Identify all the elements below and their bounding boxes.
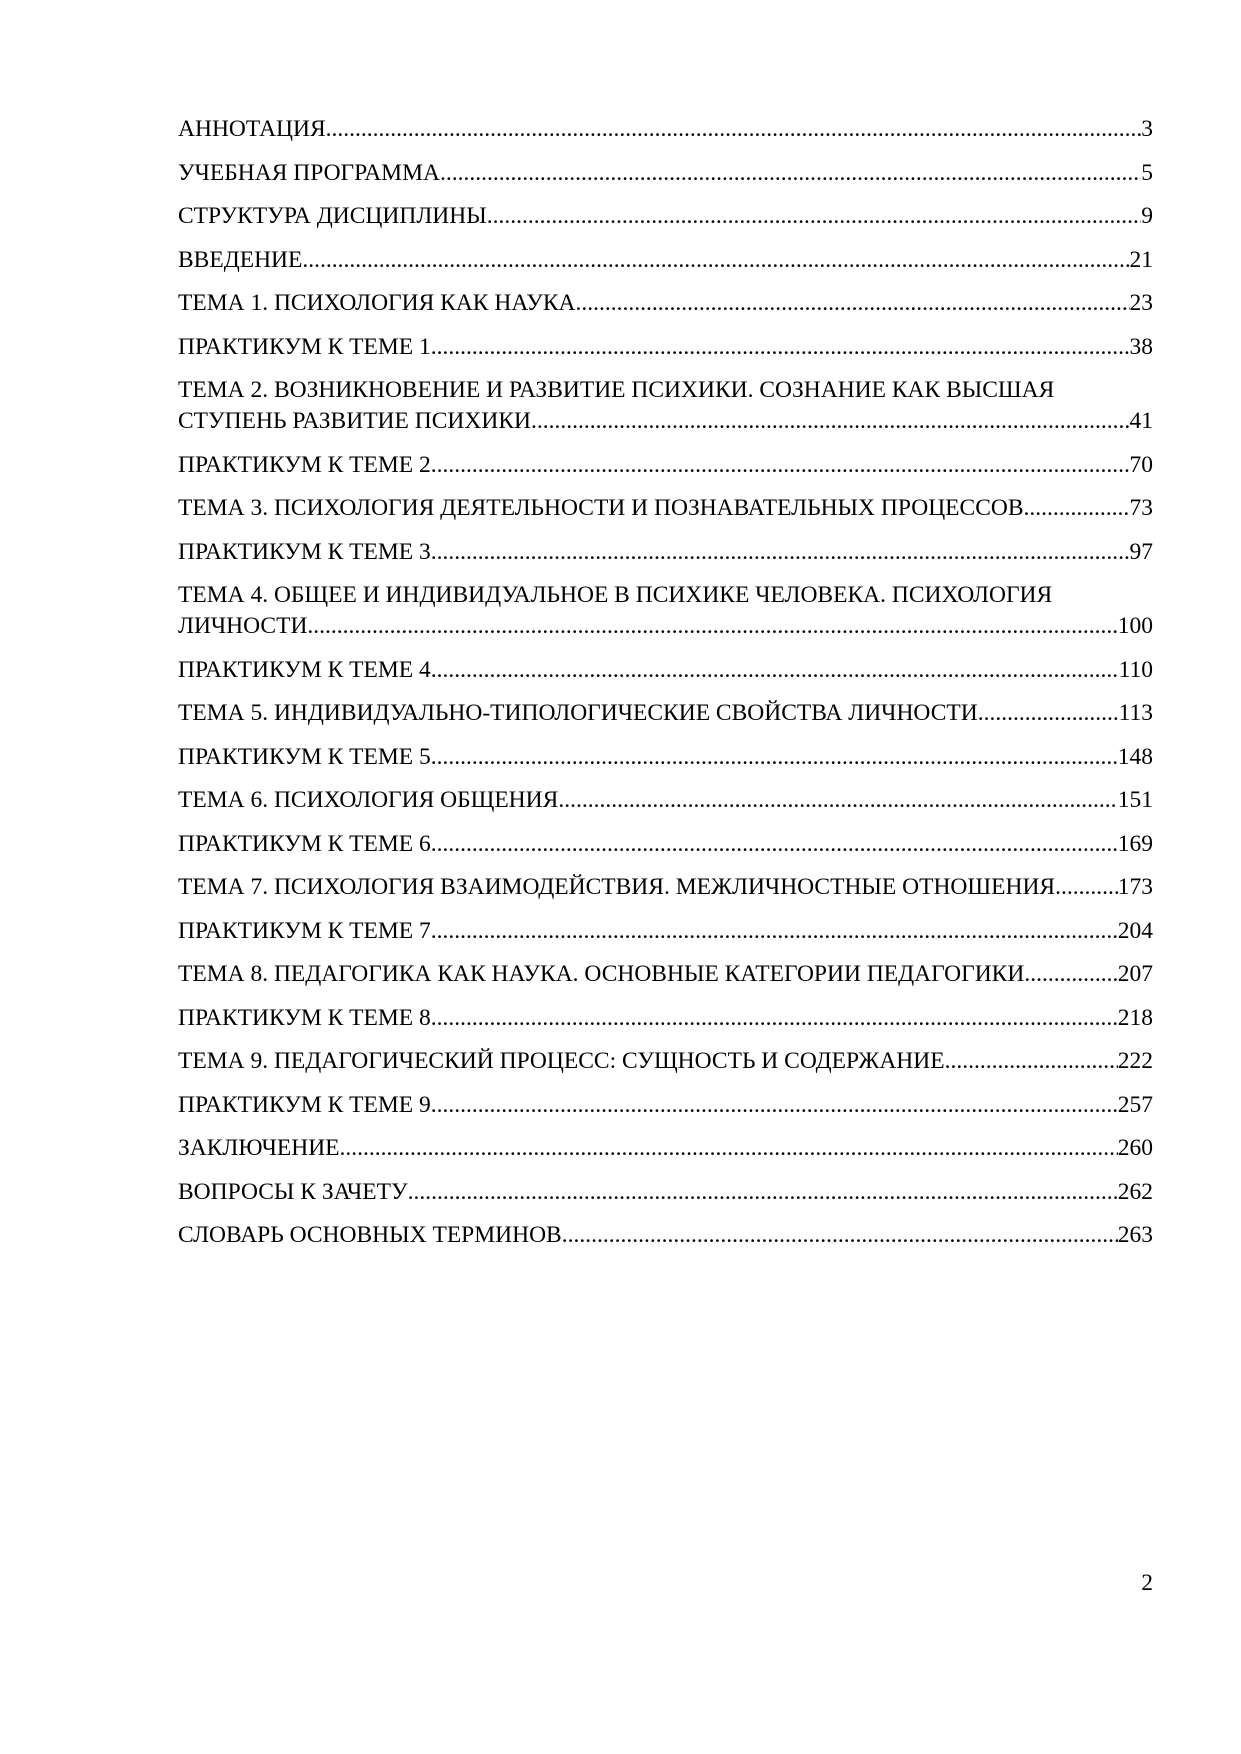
toc-entry[interactable] [178,332,1153,363]
toc-dot-leader [1024,493,1130,524]
toc-entry-title: ПРАКТИКУМ К ТЕМЕ 3 [178,538,431,565]
table-of-contents [178,114,1153,1264]
toc-dot-leader [487,201,1142,232]
toc-entry[interactable] [178,1090,1153,1121]
toc-entry-title: ТЕМА 5. ИНДИВИДУАЛЬНО-ТИПОЛОГИЧЕСКИЕ СВОЙСТВА ЛИЧНОСТИ [178,700,978,726]
toc-dot-leader [978,698,1119,729]
toc-dot-leader [326,114,1142,145]
toc-entry[interactable] [178,201,1153,232]
toc-entry-page-number: 204 [1117,917,1153,944]
toc-entry[interactable] [178,114,1153,145]
toc-entry[interactable] [178,1220,1153,1251]
toc-entry-page-number: 173 [1117,874,1153,900]
toc-entry-title: ПРАКТИКУМ К ТЕМЕ 4 [178,656,431,683]
toc-entry-page-number: 21 [1129,246,1153,273]
toc-entry-title-line1: ТЕМА 2. ВОЗНИКНОВЕНИЕ И РАЗВИТИЕ ПСИХИКИ. СОЗНАНИЕ КАК ВЫСШАЯ [178,377,1055,403]
toc-entry[interactable] [178,872,1153,903]
toc-dot-leader [440,158,1141,189]
toc-entry-page-number: 262 [1117,1178,1153,1205]
toc-dot-leader [431,1003,1118,1034]
toc-dot-leader [340,1133,1118,1164]
toc-entry-title: ПРАКТИКУМ К ТЕМЕ 7 [178,917,431,944]
toc-entry[interactable] [178,916,1153,947]
toc-entry[interactable] [178,493,1153,524]
toc-dot-leader [531,406,1130,437]
toc-dot-leader [576,288,1130,319]
toc-entry-page-number: 222 [1117,1048,1153,1074]
toc-dot-leader [1024,959,1117,990]
toc-entry-page-number: 23 [1129,290,1153,316]
toc-entry[interactable] [178,158,1153,189]
toc-entry-title: ВОПРОСЫ К ЗАЧЕТУ [178,1178,408,1205]
toc-entry-page-number: 9 [1141,203,1153,229]
toc-entry-title-line2: ЛИЧНОСТИ [178,613,308,639]
toc-dot-leader [945,1046,1118,1077]
toc-entry-page-number: 148 [1117,743,1153,770]
toc-entry-title: ПРАКТИКУМ К ТЕМЕ 1 [178,333,431,360]
toc-dot-leader [431,916,1118,947]
toc-entry-page-number: 169 [1117,830,1153,857]
toc-entry-page-number: 110 [1118,656,1153,683]
toc-entry-page-number: 38 [1129,333,1153,360]
toc-dot-leader [431,829,1118,860]
page-number: 2 [1141,1570,1153,1596]
toc-entry-title: СТРУКТУРА ДИСЦИПЛИНЫ [178,203,487,229]
toc-entry-title: ПРАКТИКУМ К ТЕМЕ 2 [178,451,431,478]
toc-entry-title: ПРАКТИКУМ К ТЕМЕ 9 [178,1091,431,1118]
toc-entry-title: ПРАКТИКУМ К ТЕМЕ 6 [178,830,431,857]
toc-entry-title: ТЕМА 9. ПЕДАГОГИЧЕСКИЙ ПРОЦЕСС: СУЩНОСТЬ И СОДЕРЖАНИЕ [178,1048,945,1074]
toc-entry[interactable] [178,537,1153,568]
toc-entry-page-number: 207 [1117,961,1153,987]
toc-entry-title: ТЕМА 7. ПСИХОЛОГИЯ ВЗАИМОДЕЙСТВИЯ. МЕЖЛИЧНОСТНЫЕ ОТНОШЕНИЯ [178,874,1056,900]
toc-entry[interactable] [178,1177,1153,1208]
toc-entry[interactable] [178,288,1153,319]
toc-entry-title: ТЕМА 8. ПЕДАГОГИКА КАК НАУКА. ОСНОВНЫЕ КАТЕГОРИИ ПЕДАГОГИКИ [178,961,1025,987]
toc-entry-page-number: 5 [1141,159,1153,186]
toc-entry-page-number: 70 [1129,451,1153,478]
toc-entry[interactable] [178,829,1153,860]
toc-entry-title: АННОТАЦИЯ [178,116,326,142]
toc-entry-page-number: 260 [1117,1135,1153,1161]
toc-dot-leader [431,537,1130,568]
toc-entry-page-number: 97 [1129,538,1153,565]
toc-entry[interactable] [178,1046,1153,1077]
toc-entry-line2 [178,406,1153,437]
toc-entry-title: ПРАКТИКУМ К ТЕМЕ 5 [178,743,431,770]
toc-entry-page-number: 3 [1141,116,1153,142]
toc-entry-title: ЗАКЛЮЧЕНИЕ [178,1135,340,1161]
toc-dot-leader [302,245,1129,276]
toc-entry-page-number: 151 [1117,787,1153,813]
toc-entry-page-number: 263 [1117,1222,1153,1248]
toc-entry-title: ВВЕДЕНИЕ [178,246,303,273]
toc-dot-leader [431,1090,1118,1121]
toc-entry[interactable] [178,1133,1153,1164]
toc-dot-leader [431,742,1118,773]
toc-entry-title-line1: ТЕМА 4. ОБЩЕЕ И ИНДИВИДУАЛЬНОЕ В ПСИХИКЕ ЧЕЛОВЕКА. ПСИХОЛОГИЯ [178,582,1053,608]
toc-entry-page-number: 113 [1118,700,1153,726]
toc-dot-leader [1055,872,1118,903]
toc-entry-title: УЧЕБНАЯ ПРОГРАММА [178,159,440,186]
toc-entry-title: ПРАКТИКУМ К ТЕМЕ 8 [178,1004,431,1031]
toc-entry-page-number: 41 [1129,408,1153,434]
toc-entry-page-number: 218 [1117,1004,1153,1031]
toc-entry-title: СЛОВАРЬ ОСНОВНЫХ ТЕРМИНОВ [178,1222,562,1248]
toc-entry[interactable] [178,245,1153,276]
toc-dot-leader [431,450,1130,481]
toc-entry[interactable] [178,1003,1153,1034]
toc-dot-leader [408,1177,1118,1208]
toc-dot-leader [562,1220,1118,1251]
toc-entry[interactable] [178,698,1153,729]
toc-entry-page-number: 100 [1117,613,1153,639]
toc-entry[interactable] [178,580,1153,642]
toc-dot-leader [558,785,1117,816]
toc-entry[interactable] [178,959,1153,990]
toc-entry[interactable] [178,742,1153,773]
toc-entry-page-number: 257 [1117,1091,1153,1118]
toc-entry-title: ТЕМА 6. ПСИХОЛОГИЯ ОБЩЕНИЯ [178,787,559,813]
toc-entry-title: ТЕМА 3. ПСИХОЛОГИЯ ДЕЯТЕЛЬНОСТИ И ПОЗНАВАТЕЛЬНЫХ ПРОЦЕССОВ [178,495,1024,521]
toc-entry-page-number: 73 [1129,495,1153,521]
toc-entry[interactable] [178,655,1153,686]
toc-dot-leader [431,332,1130,363]
toc-entry[interactable] [178,785,1153,816]
toc-entry[interactable] [178,375,1153,437]
toc-dot-leader [307,611,1117,642]
toc-entry-title-line2: СТУПЕНЬ РАЗВИТИЕ ПСИХИКИ [178,408,531,434]
toc-entry-title: ТЕМА 1. ПСИХОЛОГИЯ КАК НАУКА [178,290,576,316]
toc-dot-leader [431,655,1119,686]
toc-entry-line2 [178,611,1153,642]
toc-entry[interactable] [178,450,1153,481]
